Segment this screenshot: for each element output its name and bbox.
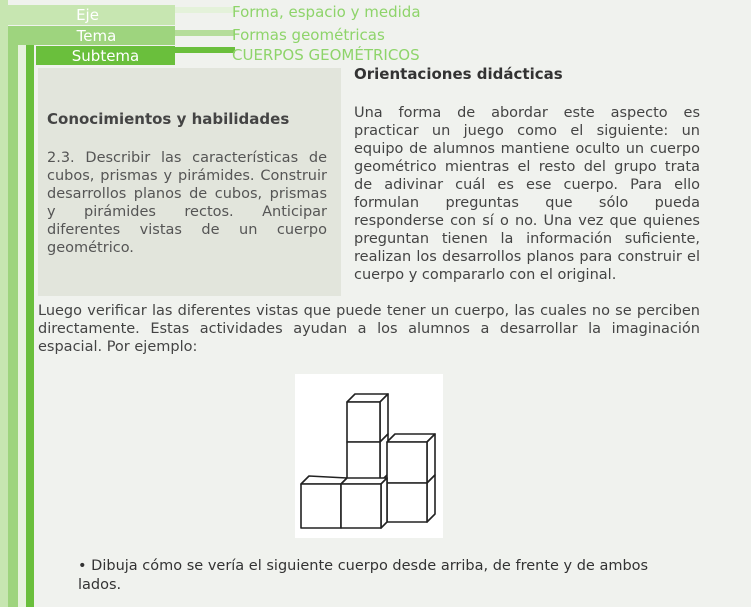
tema-value: Formas geométricas xyxy=(232,26,385,44)
subtema-value: CUERPOS GEOMÉTRICOS xyxy=(232,46,420,64)
didactic-title: Orientaciones didácticas xyxy=(354,65,563,83)
eje-value: Forma, espacio y medida xyxy=(232,3,421,21)
left-stripe-outer xyxy=(0,0,8,607)
continuation-text: Luego verificar las diferentes vistas que puede tener un cuerpo, las cuales no se perciben directamente. Estas actividades ayudan a los alumnos a desarrollar la imaginación espacial. Por ejemplo: xyxy=(38,303,700,355)
exercise-text: Dibuja cómo se vería el siguiente cuerpo desde arriba, de frente y de ambos lados. xyxy=(78,558,649,593)
tema-underline xyxy=(175,30,235,36)
eje-underline xyxy=(175,7,235,13)
eje-tag xyxy=(0,5,175,25)
stacked-cubes-figure xyxy=(295,374,443,538)
left-stripe-middle xyxy=(8,26,18,607)
didactic-text: Una forma de abordar este aspecto es practicar un juego como el siguiente: un equipo de alumnos mantiene oculto un cuerpo geométrico mientras el resto del grupo trata de adivinar cuál es ese cuerpo. Para ello formulan preguntas que sólo pueda responderse con sí o no. Una vez que quienes preguntan tienen la información suficiente, realizan los desarrollos planos para construir el cuerpo y compararlo con el original. xyxy=(354,105,700,283)
left-stripe-inner xyxy=(26,44,34,607)
subtema-tag xyxy=(36,46,175,65)
exercise-bullet xyxy=(78,557,678,595)
subtema-underline xyxy=(175,47,235,53)
eje-label: Eje xyxy=(76,6,99,24)
tema-tag xyxy=(18,26,175,45)
tema-label: Tema xyxy=(76,26,117,45)
stacked-cubes-drawing xyxy=(295,374,443,538)
left-stripe-gap xyxy=(18,44,26,607)
knowledge-title: Conocimientos y habilidades xyxy=(47,110,290,128)
subtema-label: Subtema xyxy=(71,46,140,65)
knowledge-text: 2.3. Describir las características de cubos, prismas y pirámides. Construir desarrollos planos de cubos, prismas y pirámides rectos. Anticipar diferentes vistas de un cuerpo geométrico. xyxy=(47,150,327,256)
bullet-symbol: • xyxy=(78,558,87,574)
